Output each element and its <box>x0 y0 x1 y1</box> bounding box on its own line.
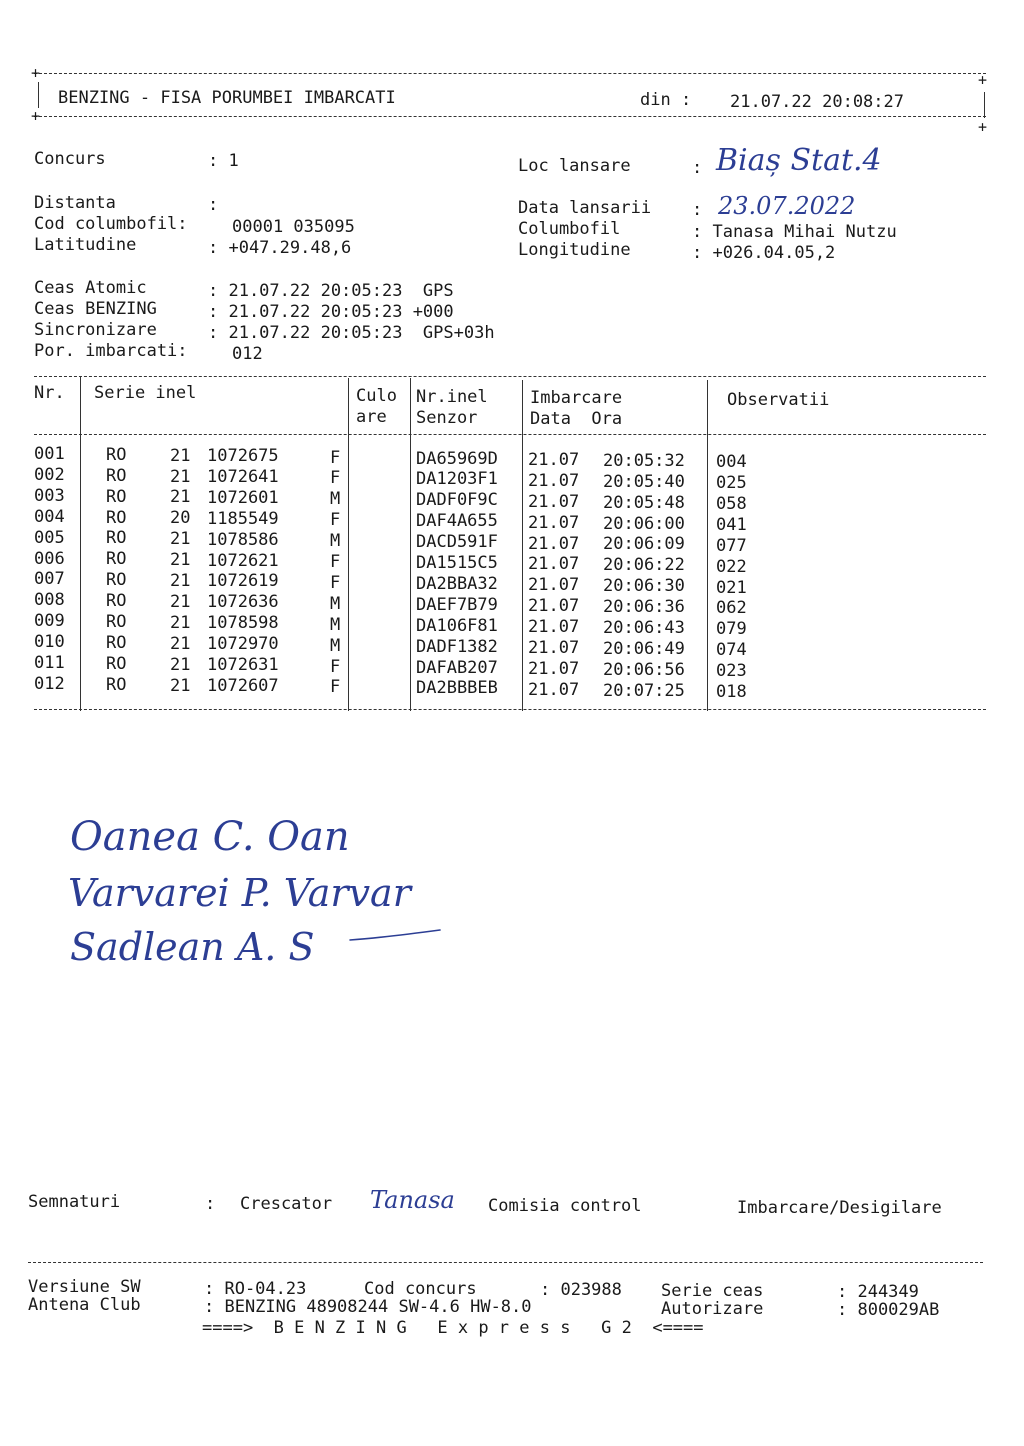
cell-senzor: DA106F81 <box>416 615 498 636</box>
cell-data: 21.07 <box>528 679 580 700</box>
cell-data: 21.07 <box>528 512 580 533</box>
imbarcare-desigilare-label: Imbarcare/Desigilare <box>737 1198 942 1218</box>
cell-an: 21 <box>170 633 191 654</box>
cell-nr: 001 <box>34 444 65 464</box>
svg-text:Tanasa: Tanasa <box>370 1186 455 1214</box>
serie-ceas-value: : 244349 <box>837 1282 919 1302</box>
concurs-value: : 1 <box>208 151 239 171</box>
cell-ora: 20:07:25 <box>603 680 685 701</box>
autorizare-value: : 800029AB <box>837 1300 940 1320</box>
corner-plus: + <box>978 71 988 89</box>
cell-sex: M <box>330 635 341 656</box>
cell-sex: F <box>330 677 341 698</box>
svg-text:23.07.2022: 23.07.2022 <box>718 192 856 220</box>
col-header-observatii: Observatii <box>727 390 830 410</box>
cell-nr: 005 <box>34 527 65 548</box>
latitudine-value: : +047.29.48,6 <box>208 238 352 258</box>
cell-observatii: 062 <box>716 598 747 619</box>
cell-senzor: DA1515C5 <box>416 553 498 574</box>
table-bottom-rule <box>34 709 986 710</box>
cell-ora: 20:06:56 <box>603 659 685 680</box>
cell-sex: M <box>330 489 341 510</box>
cell-nr: 011 <box>34 653 65 673</box>
cell-observatii: 074 <box>716 640 747 661</box>
cell-sex: F <box>330 552 341 573</box>
svg-text:Oanea C. Oan: Oanea C. Oan <box>70 814 350 860</box>
header-right-edge <box>984 92 985 118</box>
cell-senzor: DAFAB207 <box>416 657 498 678</box>
ceas-benzing-label: Ceas BENZING <box>34 299 157 319</box>
cell-inel: 1072631 <box>207 655 279 676</box>
print-date-label: din : <box>640 90 692 110</box>
comisia-control-label: Comisia control <box>488 1196 642 1216</box>
cell-senzor: DA2BBA32 <box>416 573 498 594</box>
cell-tara: RO <box>106 444 127 465</box>
latitudine-label: Latitudine <box>34 235 137 255</box>
sincronizare-label: Sincronizare <box>34 320 157 340</box>
versiune-sw-label: Versiune SW <box>28 1277 141 1297</box>
cell-inel: 1185549 <box>207 508 279 529</box>
table-header-rule <box>34 434 986 435</box>
cell-an: 21 <box>170 487 191 508</box>
cell-ora: 20:05:32 <box>603 450 685 471</box>
cell-tara: RO <box>106 591 127 612</box>
cell-an: 21 <box>170 612 191 633</box>
cell-tara: RO <box>106 549 127 570</box>
cell-observatii: 058 <box>716 493 747 514</box>
cell-senzor: DACD591F <box>416 532 498 553</box>
cell-observatii: 004 <box>716 452 747 473</box>
cell-tara: RO <box>106 632 127 653</box>
cell-senzor: DADF1382 <box>416 636 498 657</box>
corner-plus: + <box>978 118 988 136</box>
cell-an: 21 <box>170 445 191 466</box>
cell-senzor: DAEF7B79 <box>416 594 498 615</box>
cell-tara: RO <box>106 612 127 633</box>
longitudine-value: : +026.04.05,2 <box>692 243 836 263</box>
col-header-nr: Nr. <box>34 383 65 403</box>
loc-lansare-handwritten <box>712 118 932 188</box>
cell-an: 21 <box>170 654 191 675</box>
cell-ora: 20:06:22 <box>603 555 685 576</box>
cell-tara: RO <box>106 465 127 486</box>
cell-data: 21.07 <box>528 575 580 596</box>
cell-sex: F <box>330 572 341 593</box>
handwritten-witnesses <box>60 800 480 980</box>
cell-nr: 012 <box>34 673 65 694</box>
cell-data: 21.07 <box>528 658 580 679</box>
cell-ora: 20:06:49 <box>603 638 685 659</box>
col-header-nrinel-1: Nr.inel <box>416 387 488 407</box>
cell-observatii: 023 <box>716 661 747 682</box>
svg-text:Varvarei P. Varvar: Varvarei P. Varvar <box>68 871 411 915</box>
antena-club-value: : BENZING 48908244 SW-4.6 HW-8.0 <box>204 1297 532 1317</box>
cod-concurs-value: : 023988 <box>540 1280 622 1300</box>
header-left-edge <box>38 82 39 108</box>
cell-inel: 1072970 <box>207 634 279 655</box>
crescator-label: Crescator <box>240 1194 333 1214</box>
cell-inel: 1072607 <box>207 675 279 696</box>
loc-lansare-label: Loc lansare <box>518 156 631 176</box>
data-lansarii-handwritten <box>716 190 916 224</box>
antena-club-label: Antena Club <box>28 1295 141 1315</box>
col-divider-culoare <box>410 378 411 711</box>
cell-senzor: DA2BBBEB <box>416 678 498 699</box>
cell-nr: 009 <box>34 611 65 632</box>
data-lansarii-sep: : <box>692 200 703 220</box>
cell-inel: 1072636 <box>207 592 279 613</box>
document-title: BENZING - FISA PORUMBEI IMBARCATI <box>58 88 396 108</box>
crescator-signature <box>368 1168 488 1224</box>
cell-sex: M <box>330 531 341 552</box>
table-top-rule <box>34 376 986 377</box>
distanta-value: : <box>208 195 219 215</box>
corner-plus: + <box>31 64 41 82</box>
col-divider-imbarcare <box>707 380 708 711</box>
col-header-nrinel-2: Senzor <box>416 408 478 428</box>
cell-ora: 20:06:00 <box>603 513 685 534</box>
cell-ora: 20:06:36 <box>603 597 685 618</box>
cell-tara: RO <box>106 674 127 695</box>
data-lansarii-label: Data lansarii <box>518 198 652 218</box>
cell-senzor: DADF0F9C <box>416 490 498 511</box>
ceas-atomic-value: : 21.07.22 20:05:23 GPS <box>208 281 454 301</box>
col-header-culoare-1: Culo <box>356 386 397 406</box>
ceas-atomic-label: Ceas Atomic <box>34 278 147 298</box>
col-divider-nr <box>80 376 81 711</box>
cell-nr: 008 <box>34 590 65 611</box>
cell-inel: 1072601 <box>207 487 279 508</box>
svg-text:Sadlean A. S: Sadlean A. S <box>70 925 315 969</box>
cell-tara: RO <box>106 653 127 674</box>
cell-sex: F <box>330 510 341 531</box>
cell-observatii: 018 <box>716 682 747 703</box>
cell-sex: F <box>330 447 341 468</box>
versiune-sw-value: : RO-04.23 <box>204 1279 307 1299</box>
footer-top-rule <box>28 1262 983 1263</box>
cell-an: 21 <box>170 571 191 592</box>
cell-ora: 20:06:09 <box>603 534 685 555</box>
cell-an: 20 <box>170 508 191 529</box>
longitudine-label: Longitudine <box>518 240 631 260</box>
autorizare-label: Autorizare <box>661 1299 764 1319</box>
print-date-value: 21.07.22 20:08:27 <box>730 92 904 112</box>
cell-inel: 1078598 <box>207 613 279 634</box>
cell-sex: F <box>330 656 341 677</box>
cell-tara: RO <box>106 528 127 549</box>
cell-observatii: 025 <box>716 473 747 494</box>
cell-an: 21 <box>170 675 191 696</box>
cell-observatii: 079 <box>716 619 747 640</box>
cell-inel: 1072675 <box>207 446 279 467</box>
cell-nr: 004 <box>34 506 65 527</box>
cell-data: 21.07 <box>528 554 580 575</box>
svg-text:Biaș Stat.4: Biaș Stat.4 <box>716 143 882 178</box>
concurs-label: Concurs <box>34 149 106 169</box>
cell-nr: 007 <box>34 569 65 590</box>
cell-inel: 1072619 <box>207 571 279 592</box>
col-header-imbarcare-2: Data Ora <box>530 409 623 429</box>
cell-ora: 20:06:30 <box>603 576 685 597</box>
cod-columbofil-value: 00001 035095 <box>232 217 355 237</box>
col-header-imbarcare-1: Imbarcare <box>530 388 623 408</box>
porumbei-imbarcati-label: Por. imbarcati: <box>34 341 188 361</box>
ceas-benzing-value: : 21.07.22 20:05:23 +000 <box>208 302 454 322</box>
porumbei-imbarcati-value: 012 <box>232 344 263 364</box>
cell-inel: 1078586 <box>207 529 279 550</box>
cell-data: 21.07 <box>528 638 580 659</box>
cell-tara: RO <box>106 570 127 591</box>
cell-data: 21.07 <box>528 596 580 617</box>
cell-data: 21.07 <box>528 533 580 554</box>
cell-senzor: DA65969D <box>416 448 498 469</box>
cell-senzor: DA1203F1 <box>416 469 498 490</box>
benzing-banner: ====> B E N Z I N G E x p r e s s G 2 <==== <box>202 1318 704 1338</box>
cell-observatii: 077 <box>716 535 747 556</box>
cod-concurs-label: Cod concurs <box>364 1279 477 1299</box>
semnaturi-sep: : <box>205 1194 216 1214</box>
cell-an: 21 <box>170 591 191 612</box>
cell-nr: 003 <box>34 485 65 506</box>
cell-senzor: DAF4A655 <box>416 511 498 532</box>
cell-observatii: 041 <box>716 514 747 535</box>
cell-sex: F <box>330 468 341 489</box>
cell-data: 21.07 <box>528 470 580 491</box>
cell-data: 21.07 <box>528 449 580 470</box>
col-divider-serie <box>348 378 349 711</box>
cell-inel: 1072641 <box>207 466 279 487</box>
cell-nr: 010 <box>34 632 65 653</box>
cell-ora: 20:06:43 <box>603 618 685 639</box>
col-divider-senzor <box>522 380 523 711</box>
cell-tara: RO <box>106 486 127 507</box>
col-header-serie: Serie inel <box>94 383 197 403</box>
cell-nr: 002 <box>34 464 65 485</box>
cell-tara: RO <box>106 507 127 528</box>
cell-an: 21 <box>170 466 191 487</box>
corner-plus: + <box>31 107 41 125</box>
cell-sex: M <box>330 614 341 635</box>
col-header-culoare-2: are <box>356 407 387 427</box>
header-top-rule <box>34 73 986 74</box>
columbofil-value: : Tanasa Mihai Nutzu <box>692 222 897 242</box>
cell-nr: 006 <box>34 548 65 569</box>
cell-observatii: 021 <box>716 577 747 598</box>
cell-ora: 20:05:48 <box>603 492 685 513</box>
distanta-label: Distanta <box>34 193 116 213</box>
cell-data: 21.07 <box>528 617 580 638</box>
cell-an: 21 <box>170 529 191 550</box>
cell-observatii: 022 <box>716 556 747 577</box>
cell-data: 21.07 <box>528 491 580 512</box>
cod-columbofil-label: Cod columbofil: <box>34 214 188 234</box>
columbofil-label: Columbofil <box>518 219 621 239</box>
sincronizare-value: : 21.07.22 20:05:23 GPS+03h <box>208 323 495 343</box>
cell-sex: M <box>330 593 341 614</box>
header-bottom-rule <box>34 116 986 117</box>
cell-ora: 20:05:40 <box>603 471 685 492</box>
cell-an: 21 <box>170 550 191 571</box>
cell-inel: 1072621 <box>207 550 279 571</box>
semnaturi-label: Semnaturi <box>28 1192 121 1212</box>
serie-ceas-label: Serie ceas <box>661 1281 764 1301</box>
loc-lansare-sep: : <box>692 158 703 178</box>
